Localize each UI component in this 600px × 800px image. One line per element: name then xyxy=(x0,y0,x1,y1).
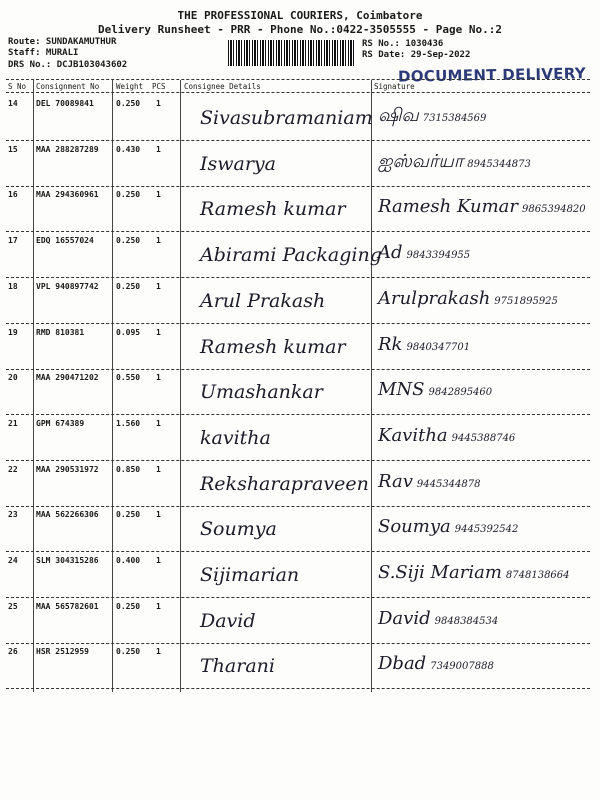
consignment-number: HSR 2512959 xyxy=(36,647,89,657)
consignment-number: MAA 290471202 xyxy=(36,373,99,383)
signature-phone: 9445388746 xyxy=(451,432,516,444)
serial-number: 25 xyxy=(8,601,18,611)
table-row xyxy=(6,95,590,141)
table-row xyxy=(6,369,590,415)
signature-mark: S.Siji Mariam xyxy=(378,562,502,583)
table-row xyxy=(6,415,590,461)
table-row xyxy=(6,141,590,187)
consignee-name: Soumya xyxy=(200,518,277,541)
signature xyxy=(378,105,486,128)
weight-value: 0.095 xyxy=(116,327,141,337)
consignment-number: RMD 810381 xyxy=(36,327,85,337)
rs-date: RS Date: 29-Sep-2022 xyxy=(362,50,471,60)
consignee-name: Tharani xyxy=(200,655,275,678)
signature-phone: 9751895925 xyxy=(494,295,558,307)
header-top-rule xyxy=(6,79,590,80)
serial-number: 24 xyxy=(8,556,18,565)
pieces-count: 1 xyxy=(156,144,161,154)
consignee-name: Arul Prakash xyxy=(200,289,326,312)
col-sno: S No xyxy=(8,82,27,91)
weight-value: 0.250 xyxy=(116,99,141,108)
signature-mark: David xyxy=(378,607,431,629)
signature-phone: 9848384534 xyxy=(434,615,499,627)
signature-mark: ஐஸ்வர்யா xyxy=(378,150,464,172)
serial-number: 15 xyxy=(8,144,18,154)
signature xyxy=(378,151,531,174)
consignee-name: Sijimarian xyxy=(200,564,300,586)
signature-mark: Soumya xyxy=(378,516,451,538)
weight-value: 0.430 xyxy=(116,144,141,154)
pieces-count: 1 xyxy=(156,99,161,108)
signature xyxy=(378,608,498,629)
pieces-count: 1 xyxy=(156,327,161,337)
serial-number: 20 xyxy=(8,373,18,383)
pieces-count: 1 xyxy=(156,601,161,611)
pieces-count: 1 xyxy=(156,556,161,565)
route-label: Route: SUNDAKAMUTHUR xyxy=(8,37,117,47)
consignee-name: Ramesh kumar xyxy=(200,335,346,358)
signature xyxy=(378,425,515,446)
serial-number: 16 xyxy=(8,190,18,200)
col-signature: Signature xyxy=(374,82,415,91)
signature-phone: 7315384569 xyxy=(422,113,487,124)
document-delivery-stamp: DOCUMENT DELIVERY xyxy=(397,64,587,86)
signature-mark: Kavitha xyxy=(378,424,448,446)
serial-number: 22 xyxy=(8,464,18,474)
pieces-count: 1 xyxy=(156,373,161,383)
consignment-number: MAA 288287289 xyxy=(36,144,99,154)
signature-phone: 8748138664 xyxy=(505,570,570,581)
serial-number: 21 xyxy=(8,418,18,428)
table-row xyxy=(6,186,590,232)
serial-number: 19 xyxy=(8,327,18,337)
signature xyxy=(378,334,470,355)
consignment-number: VPL 940897742 xyxy=(36,281,99,291)
col-pcs: PCS xyxy=(152,82,166,91)
weight-value: 1.560 xyxy=(116,418,141,428)
consignee-name: Iswarya xyxy=(200,152,276,175)
signature-mark: ஷிவ xyxy=(378,105,419,126)
weight-value: 0.250 xyxy=(116,601,141,611)
signature xyxy=(378,562,570,583)
table-row xyxy=(6,232,590,278)
signature-mark: Ramesh Kumar xyxy=(378,196,519,218)
weight-value: 0.250 xyxy=(116,647,141,657)
weight-value: 0.250 xyxy=(116,281,141,291)
consignee-name: Ramesh kumar xyxy=(200,198,346,221)
table-row xyxy=(6,461,590,507)
weight-value: 0.400 xyxy=(116,556,141,565)
pieces-count: 1 xyxy=(156,647,161,657)
signature-phone: 9840347701 xyxy=(406,341,471,353)
signature-mark: Rk xyxy=(378,333,403,355)
signature xyxy=(378,288,558,309)
signature-phone: 9865394820 xyxy=(522,204,586,216)
consignee-name: David xyxy=(200,609,256,632)
consignment-number: MAA 290531972 xyxy=(36,464,99,474)
weight-value: 0.250 xyxy=(116,510,141,520)
pieces-count: 1 xyxy=(156,510,161,520)
pieces-count: 1 xyxy=(156,236,161,246)
table-row xyxy=(6,598,590,644)
signature xyxy=(378,516,518,537)
rs-number: RS No.: 1030436 xyxy=(362,39,444,49)
consignment-number: MAA 562266306 xyxy=(36,510,99,520)
company-title: THE PROFESSIONAL COURIERS, Coimbatore xyxy=(177,9,423,22)
serial-number: 23 xyxy=(8,510,18,520)
signature xyxy=(378,379,492,400)
runsheet-title: Delivery Runsheet - PRR - Phone No.:0422-3505555 - Page No.:2 xyxy=(98,23,502,36)
weight-value: 0.250 xyxy=(116,236,141,246)
header-bottom-rule xyxy=(6,92,590,93)
weight-value: 0.550 xyxy=(116,373,141,383)
consignee-name: Umashankar xyxy=(200,381,323,404)
signature xyxy=(378,653,494,674)
signature-phone: 9445344878 xyxy=(416,478,481,490)
signature-mark: Rav xyxy=(378,470,413,492)
consignment-number: MAA 565782601 xyxy=(36,601,99,611)
consignee-name: kavitha xyxy=(200,426,271,449)
weight-value: 0.250 xyxy=(116,190,141,200)
signature xyxy=(378,471,481,492)
signature-mark: Arulprakash xyxy=(378,287,491,309)
signature-mark: MNS xyxy=(378,379,425,401)
col-consignee: Consignee Details xyxy=(184,82,261,91)
serial-number: 26 xyxy=(8,647,18,657)
consignment-number: DEL 70089841 xyxy=(36,99,94,108)
consignment-number: GPM 674389 xyxy=(36,418,85,428)
table-row xyxy=(6,278,590,324)
col-weight: Weight xyxy=(116,82,144,91)
signature-mark: Ad xyxy=(378,242,403,264)
pieces-count: 1 xyxy=(156,281,161,291)
consignment-number: EDQ 16557024 xyxy=(36,236,94,246)
consignment-number: SLM 304315286 xyxy=(36,556,99,565)
signature xyxy=(378,196,586,217)
barcode-image xyxy=(228,40,356,66)
pieces-count: 1 xyxy=(156,190,161,200)
pieces-count: 1 xyxy=(156,464,161,474)
signature-phone: 8945344873 xyxy=(467,158,531,170)
table-row xyxy=(6,506,590,552)
drs-number: DRS No.: DCJB103043602 xyxy=(8,60,128,70)
col-consignment: Consignment No xyxy=(36,82,100,91)
serial-number: 14 xyxy=(8,99,18,108)
consignee-name: Reksharapraveen xyxy=(200,472,369,495)
serial-number: 18 xyxy=(8,281,18,291)
table-row xyxy=(6,643,590,689)
staff-label: Staff: MURALI xyxy=(8,48,79,58)
signature-phone: 7349007888 xyxy=(430,661,494,673)
table-row xyxy=(6,552,590,598)
signature-phone: 9445392542 xyxy=(454,524,519,536)
consignment-number: MAA 294360961 xyxy=(36,190,99,200)
consignee-name: Abirami Packaging xyxy=(200,244,382,267)
signature-phone: 9842895460 xyxy=(428,387,493,399)
pieces-count: 1 xyxy=(156,418,161,428)
table-row xyxy=(6,324,590,370)
consignee-name: Sivasubramaniam xyxy=(200,107,373,129)
signature-phone: 9843394955 xyxy=(406,250,471,262)
weight-value: 0.850 xyxy=(116,464,141,474)
serial-number: 17 xyxy=(8,236,18,246)
signature xyxy=(378,242,470,263)
signature-mark: Dbad xyxy=(378,653,427,675)
